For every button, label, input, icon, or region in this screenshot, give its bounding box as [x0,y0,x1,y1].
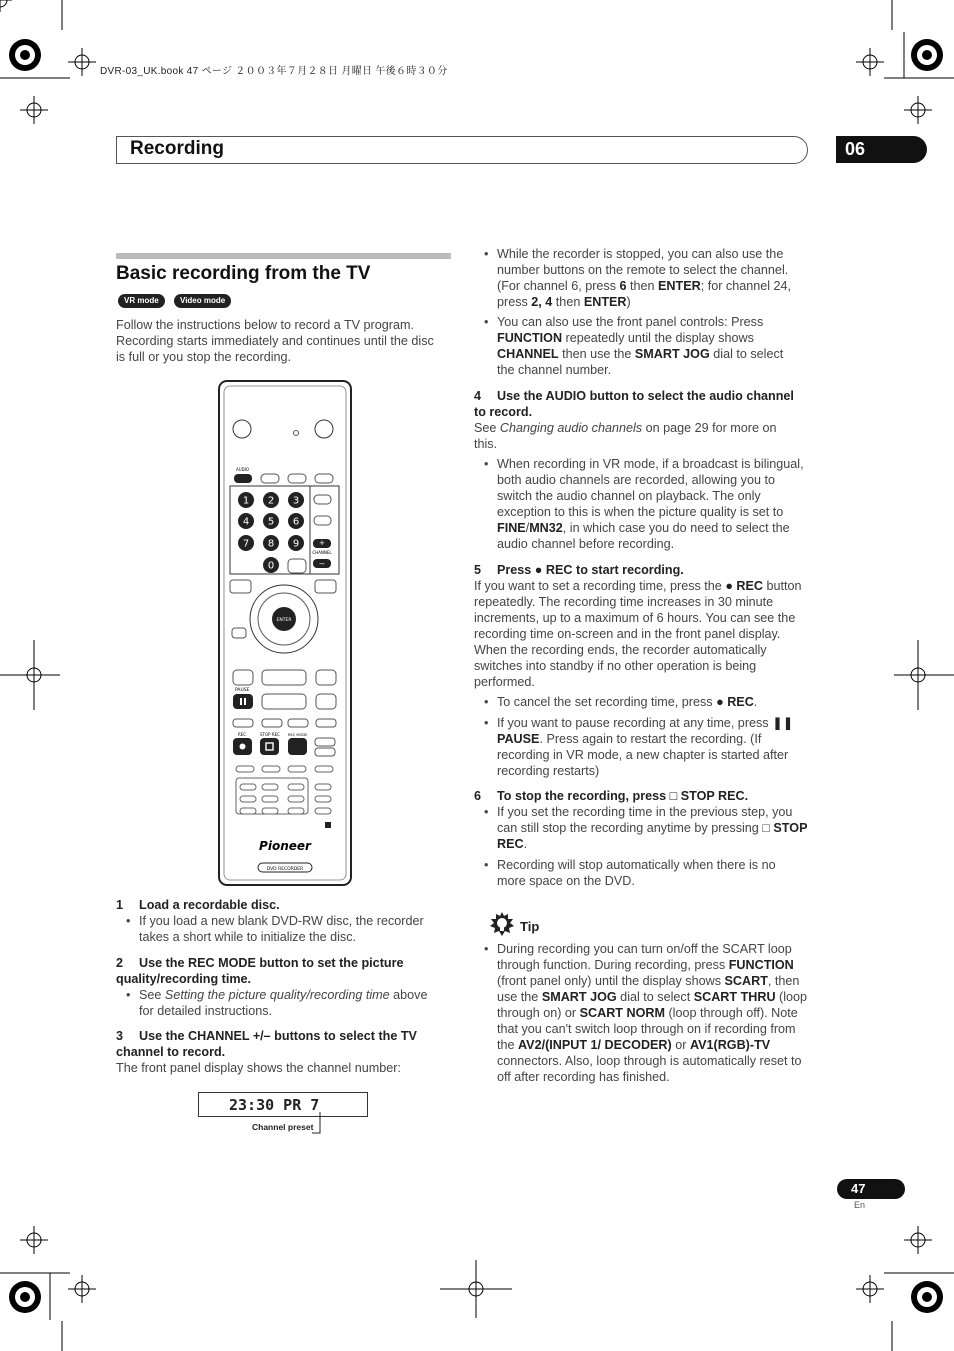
remote-stop-rec-button [260,738,279,755]
remote-digit-2-label: 2 [267,495,275,507]
remote-channel-minus-label: – [319,558,325,568]
step-3-text: The front panel display shows the channel number: [116,1061,401,1075]
remote-channel-label: CHANNEL [312,550,332,555]
intro-text: Follow the instructions below to record a TV program. Recording starts immediately and continues until the disc is full or you stop the recording. [116,318,434,364]
section-title: Basic recording from the TV [116,263,371,284]
remote-digit-8-label: 8 [267,538,275,550]
remote-digit-9-label: 9 [292,538,300,550]
bullet-number-buttons: • While the recorder is stopped, you can also use the number buttons on the remote to select the channel. (For channel 6, press 6 then ENTER; for channel 24, press 2, 4 then ENTER) [497,246,809,310]
bullet-auto-stop: • Recording will stop automatically when there is no more space on the DVD. [497,857,802,889]
page-number: 47 [837,1179,905,1199]
remote-digit-4-label: 4 [242,516,250,528]
bullet-cancel-time: • To cancel the set recording time, press ● REC. [497,694,809,710]
remote-digit-5-label: 5 [267,516,275,528]
front-panel-display: 23:30 PR 7 [198,1092,368,1117]
remote-digit-0-label: 0 [267,560,275,572]
remote-enter-label: ENTER [276,618,292,623]
video-mode-badge: Video mode [174,294,231,308]
remote-audio-button [234,474,252,483]
print-info: DVR-03_UK.book 47 ページ ２００３年７月２８日 月曜日 午後６時３０分 [100,66,448,77]
step-6-title: 6 To stop the recording, press □ STOP REC. [474,789,749,803]
remote-model-label: DVD RECORDER [266,867,304,872]
bullet-bilingual: • When recording in VR mode, if a broadcast is bilingual, both audio channels are recorded, allowing you to switch the audio channel on playback. The only exception to this is when the picture quality is set to FINE/MN32, in which case you do need to select the audio channel before recording. [497,456,809,552]
remote-control-illustration [218,380,352,886]
step-1-title: 1 Load a recordable disc. [116,898,280,912]
bullet-pause: • If you want to pause recording at any time, press ❚❚ PAUSE. Press again to restart the recording. (If recording in VR mode, a new chapter is started after recording restarts) [497,715,809,779]
header-title: Recording [130,138,224,159]
lightbulb-icon [488,911,516,939]
remote-pause-label: PAUSE [235,688,250,693]
section-rule [116,253,451,259]
remote-stop-rec-label: STOP REC [260,732,280,737]
step-2-bullet: • See Setting the picture quality/recording time above for detailed instructions. [139,987,444,1019]
step-1-bullet: • If you load a new blank DVD-RW disc, the recorder takes a short while to initialize the disc. [139,913,444,945]
step-5-text: If you want to set a recording time, press the ● REC button repeatedly. The recording time increases in 30 minute increments, up to a maximum of 6 hours. You can see the recording time on-screen and in the front panel display. When the recording ends, the recorder automatically switches into standby if no other operation is being performed. [474,579,802,689]
remote-channel-plus-label: + [319,538,325,548]
channel-preset-label: Channel preset [252,1122,314,1132]
remote-rec-mode-label: REC MODE [288,733,308,737]
remote-brand-logo: Pioneer [259,839,311,853]
step-2-title: 2 Use the REC MODE button to set the picture quality/recording time. [116,956,404,986]
step-4-title: 4 Use the AUDIO button to select the audio channel to record. [474,389,794,419]
step-3-title: 3 Use the CHANNEL +/– buttons to select the TV channel to record. [116,1029,417,1059]
remote-rec-mode-button [288,738,307,755]
channel-preset-leader [312,1112,324,1136]
bullet-stop-anytime: • If you set the recording time in the previous step, you can still stop the recording anytime by pressing □ STOP REC. [497,804,809,852]
remote-audio-label: AUDIO [236,467,250,472]
page-language: En [854,1200,866,1210]
vr-mode-badge: VR mode [118,294,165,308]
chapter-badge: 06 [836,136,927,163]
remote-rec-label: REC [238,732,247,737]
step-4-text: See Changing audio channels on page 29 for more on this. [474,421,777,451]
tip-bullet: • During recording you can turn on/off the SCART loop through function. During recording, press FUNCTION (front panel only) until the display shows SCART, then use the SMART JOG dial to select SCART THRU (loop through on) or SCART NORM (loop through off). Note that you can't switch loop through on if recording from the AV2/(INPUT 1/ DECODER) or AV1(RGB)-TV connectors. Also, loop through is automatically reset to off after recording has finished. [497,941,809,1085]
remote-digit-7-label: 7 [242,538,250,550]
remote-pause-button [233,694,253,709]
bullet-front-panel: • You can also use the front panel controls: Press FUNCTION repeatedly until the display shows CHANNEL then use the SMART JOG dial to select the channel number. [497,314,802,378]
remote-digit-1-label: 1 [242,495,250,507]
remote-digit-6-label: 6 [292,516,300,528]
tip-title: Tip [520,919,540,934]
step-5-title: 5 Press ● REC to start recording. [474,563,684,577]
remote-digit-3-label: 3 [292,495,300,507]
